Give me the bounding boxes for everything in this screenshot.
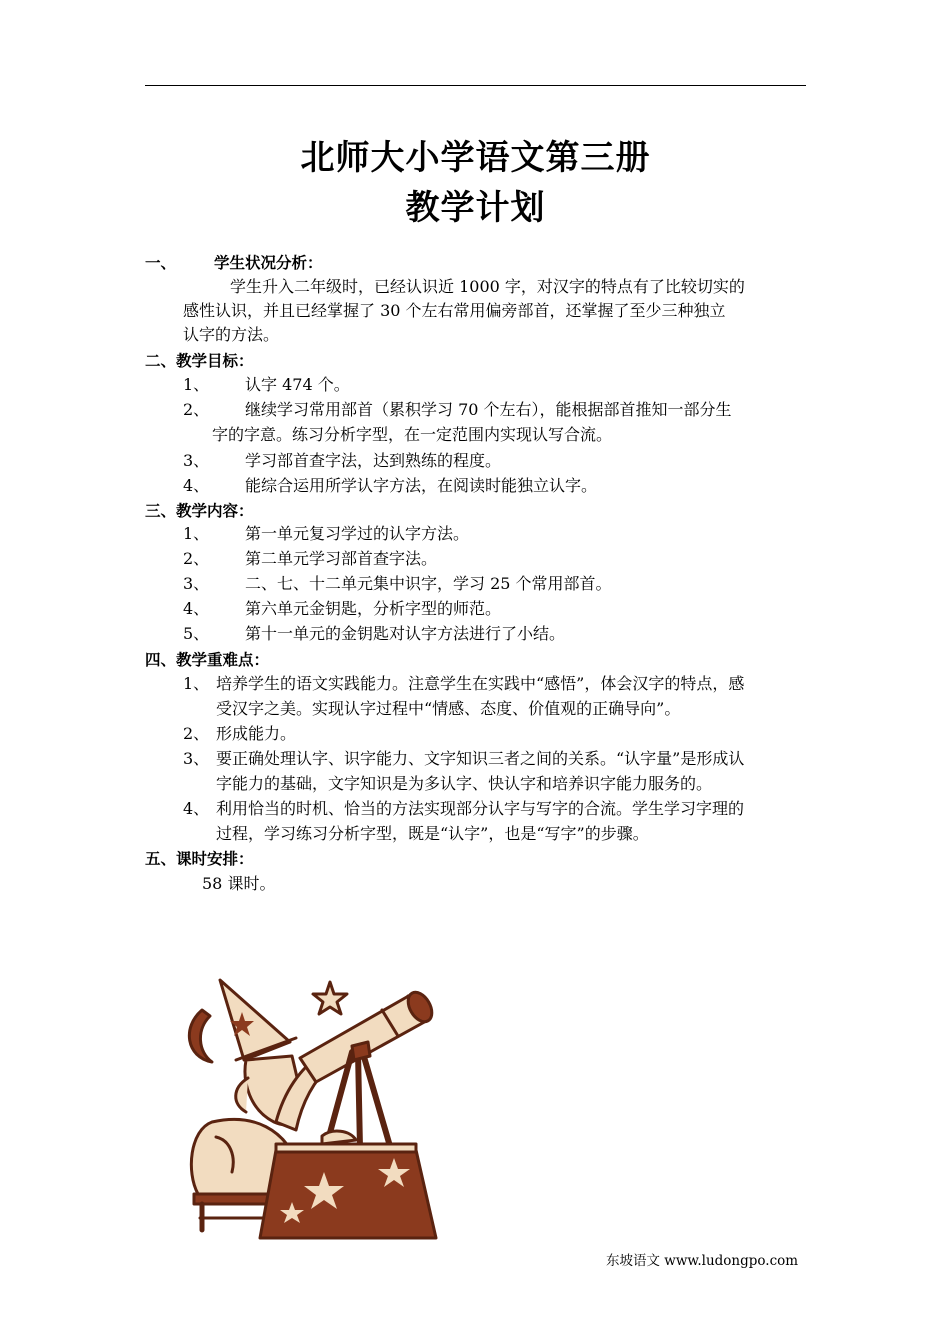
goal-item-3-number: 3、 (183, 451, 210, 470)
keypoint-item-1 (183, 673, 744, 695)
content-item-3-text: 二、七、十二单元集中识字，学习 25 个常用部首。 (245, 574, 612, 593)
section-1-para-line-2: 感性认识，并且已经掌握了 30 个左右常用偏旁部首，还掌握了至少三种独立 (183, 301, 726, 320)
content-item-4-number: 4、 (183, 599, 210, 618)
goal-item-1-number: 1、 (183, 375, 210, 394)
footer-source: 东坡语文 www.ludongpo.com (606, 1253, 799, 1269)
section-5-heading: 五、课时安排： (145, 850, 254, 868)
keypoint-item-3-continuation: 字能力的基础，文字知识是为多认字、快认字和培养识字能力服务的。 (216, 774, 713, 793)
keypoint-item-4-text: 利用恰当的时机、恰当的方法实现部分认字与写字的合流。学生学习字理的 (216, 799, 745, 818)
goal-item-1 (183, 374, 350, 396)
section-1-label: 学生状况分析： (214, 254, 323, 272)
goal-item-4-text: 能综合运用所学认字方法，在阅读时能独立认字。 (245, 476, 598, 495)
goal-item-2 (183, 399, 732, 421)
content-item-1 (183, 523, 469, 545)
section-3-heading: 三、教学内容： (145, 502, 254, 520)
goal-item-2-text: 继续学习常用部首（累积学习 70 个左右），能根据部首推知一部分生 (245, 400, 732, 419)
keypoint-item-2-number: 2、 (183, 724, 210, 743)
content-item-5-text: 第十一单元的金钥匙对认字方法进行了小结。 (245, 624, 566, 643)
keypoint-item-1-number: 1、 (183, 674, 210, 693)
keypoint-item-3 (183, 748, 744, 770)
astronomer-telescope-icon (172, 972, 442, 1240)
goal-item-3-text: 学习部首查字法，达到熟练的程度。 (245, 451, 502, 470)
section-1-para-line-3: 认字的方法。 (183, 325, 280, 344)
keypoint-item-4-number: 4、 (183, 799, 210, 818)
keypoint-item-3-text: 要正确处理认字、识字能力、文字知识三者之间的关系。“认字量”是形成认 (216, 749, 745, 768)
goal-item-2-number: 2、 (183, 400, 210, 419)
section-1-number: 一、 (145, 254, 177, 272)
content-item-3 (183, 573, 612, 595)
goal-item-4 (183, 475, 597, 497)
goal-item-3 (183, 450, 501, 472)
goal-item-4-number: 4、 (183, 476, 210, 495)
content-item-2 (183, 548, 437, 570)
section-1-para-line-1: 学生升入二年级时，已经认识近 1000 字，对汉字的特点有了比较切实的 (230, 277, 745, 296)
content-item-1-text: 第一单元复习学过的认字方法。 (245, 524, 470, 543)
page-title: 北师大小学语文第三册 (300, 138, 651, 178)
keypoint-item-4-continuation: 过程，学习练习分析字型，既是“认字”，也是“写字”的步骤。 (216, 824, 649, 843)
keypoint-item-2-text: 形成能力。 (216, 724, 297, 743)
keypoint-item-1-text: 培养学生的语文实践能力。注意学生在实践中“感悟”，体会汉字的特点，感 (216, 674, 745, 693)
header-rule (145, 85, 806, 86)
goal-item-2-continuation: 字的字意。练习分析字型，在一定范围内实现认写合流。 (212, 425, 613, 444)
page-subtitle: 教学计划 (405, 188, 546, 228)
content-item-1-number: 1、 (183, 524, 210, 543)
content-item-5 (183, 623, 565, 645)
keypoint-item-2 (183, 723, 296, 745)
goal-item-1-text: 认字 474 个。 (245, 375, 350, 394)
section-1-heading (145, 252, 323, 274)
content-item-4 (183, 598, 501, 620)
section-4-heading: 四、教学重难点： (145, 651, 270, 669)
content-item-2-text: 第二单元学习部首查字法。 (245, 549, 438, 568)
keypoint-item-1-continuation: 受汉字之美。实现认字过程中“情感、态度、价值观的正确导向”。 (216, 699, 681, 718)
content-item-4-text: 第六单元金钥匙，分析字型的师范。 (245, 599, 502, 618)
keypoint-item-3-number: 3、 (183, 749, 210, 768)
section-2-heading: 二、教学目标： (145, 352, 254, 370)
content-item-3-number: 3、 (183, 574, 210, 593)
class-hours-text: 58 课时。 (202, 874, 276, 893)
keypoint-item-4 (183, 798, 744, 820)
content-item-5-number: 5、 (183, 624, 210, 643)
content-item-2-number: 2、 (183, 549, 210, 568)
